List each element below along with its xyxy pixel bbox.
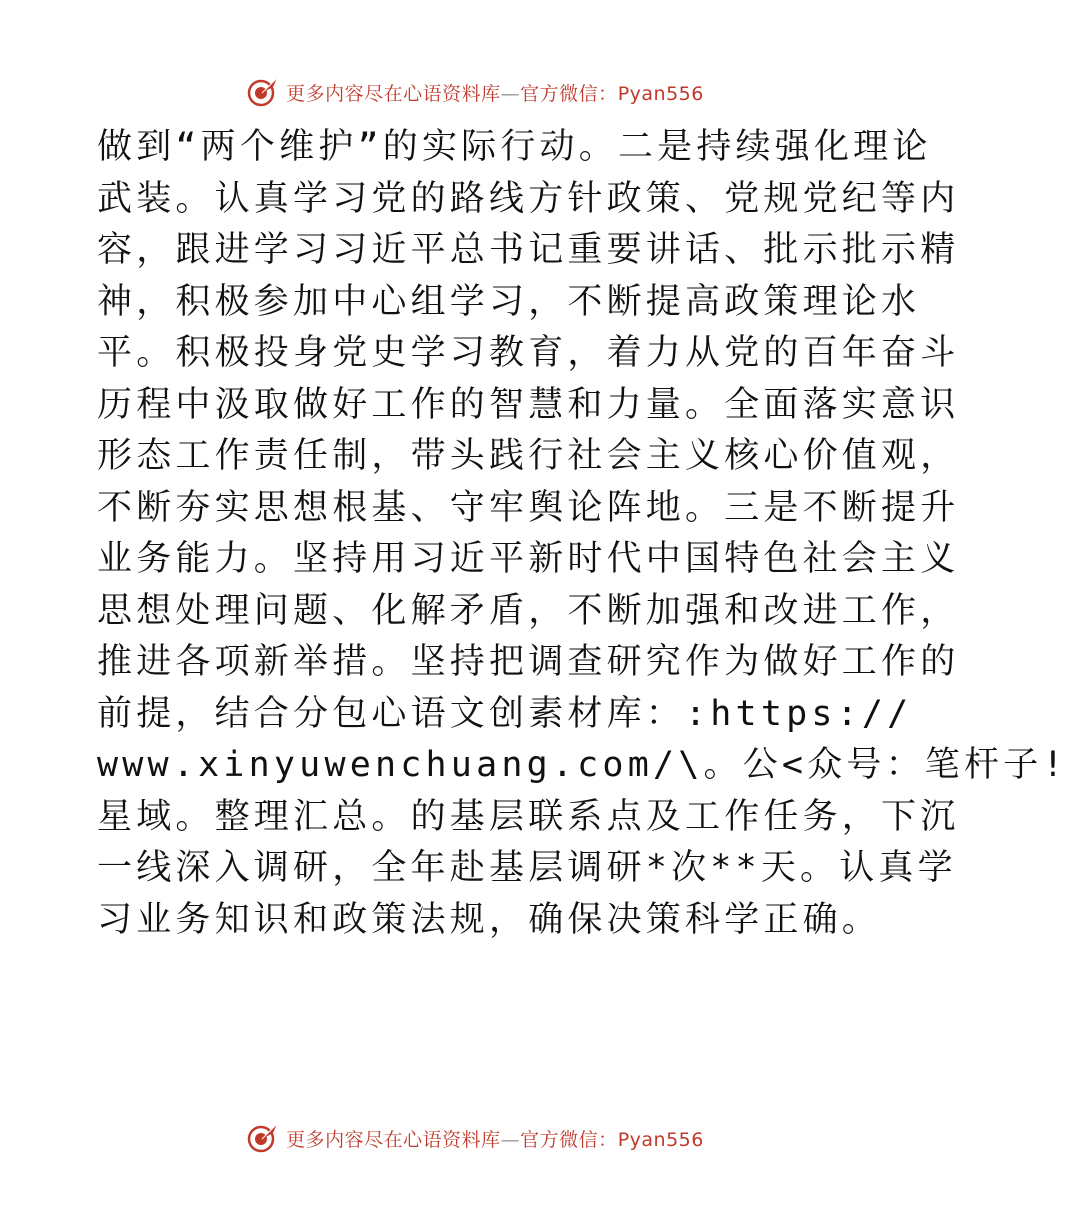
banner-wechat-label: 官方微信： [520,1128,618,1151]
quill-pen-logo-icon [246,75,280,109]
body-line: www.xinyuwenchuang.com/\。公<众号：笔杆子! [97,745,1068,785]
body-line: 历程中汲取做好工作的智慧和力量。全面落实意识 [97,384,960,425]
footer-banner [0,1118,950,1158]
document-body [97,122,1068,946]
banner-wechat-id: Pyan556 [617,82,704,105]
banner-separator: — [500,1128,521,1151]
body-line: 推进各项新举措。坚持把调查研究作为做好工作的 [97,642,960,682]
body-line: 习业务知识和政策法规，确保决策科学正确。 [97,899,882,940]
body-line: 星域。整理汇总。的基层联系点及工作任务，下沉 [97,796,960,837]
banner-text [286,1125,704,1152]
banner-separator: — [500,82,521,105]
body-line: 神，积极参加中心组学习，不断提高政策理论水 [97,281,921,322]
banner-site-name: 更多内容尽在心语资料库 [286,1128,501,1151]
body-line: 前提，结合分包心语文创素材库：:https:// [97,693,913,734]
body-line: 平。积极投身党史学习教育，着力从党的百年奋斗 [97,333,960,373]
body-line: 容，跟进学习习近平总书记重要讲话、批示批示精 [97,230,960,270]
banner-wechat-id: Pyan556 [617,1128,704,1151]
banner-wechat-label: 官方微信： [520,82,618,105]
body-line: 做到“两个维护”的实际行动。二是持续强化理论 [97,127,932,167]
header-banner [0,72,950,112]
body-line: 一线深入调研，全年赴基层调研*次**天。认真学 [97,848,957,888]
body-line: 武装。认真学习党的路线方针政策、党规党纪等内 [97,178,960,219]
quill-pen-logo-icon [246,1121,280,1155]
body-line: 不断夯实思想根基、守牢舆论阵地。三是不断提升 [97,487,960,528]
body-line: 思想处理问题、化解矛盾，不断加强和改进工作， [97,590,960,631]
banner-site-name: 更多内容尽在心语资料库 [286,82,501,105]
body-line: 业务能力。坚持用习近平新时代中国特色社会主义 [97,539,960,579]
banner-text [286,79,704,106]
body-line: 形态工作责任制，带头践行社会主义核心价值观， [97,436,960,476]
